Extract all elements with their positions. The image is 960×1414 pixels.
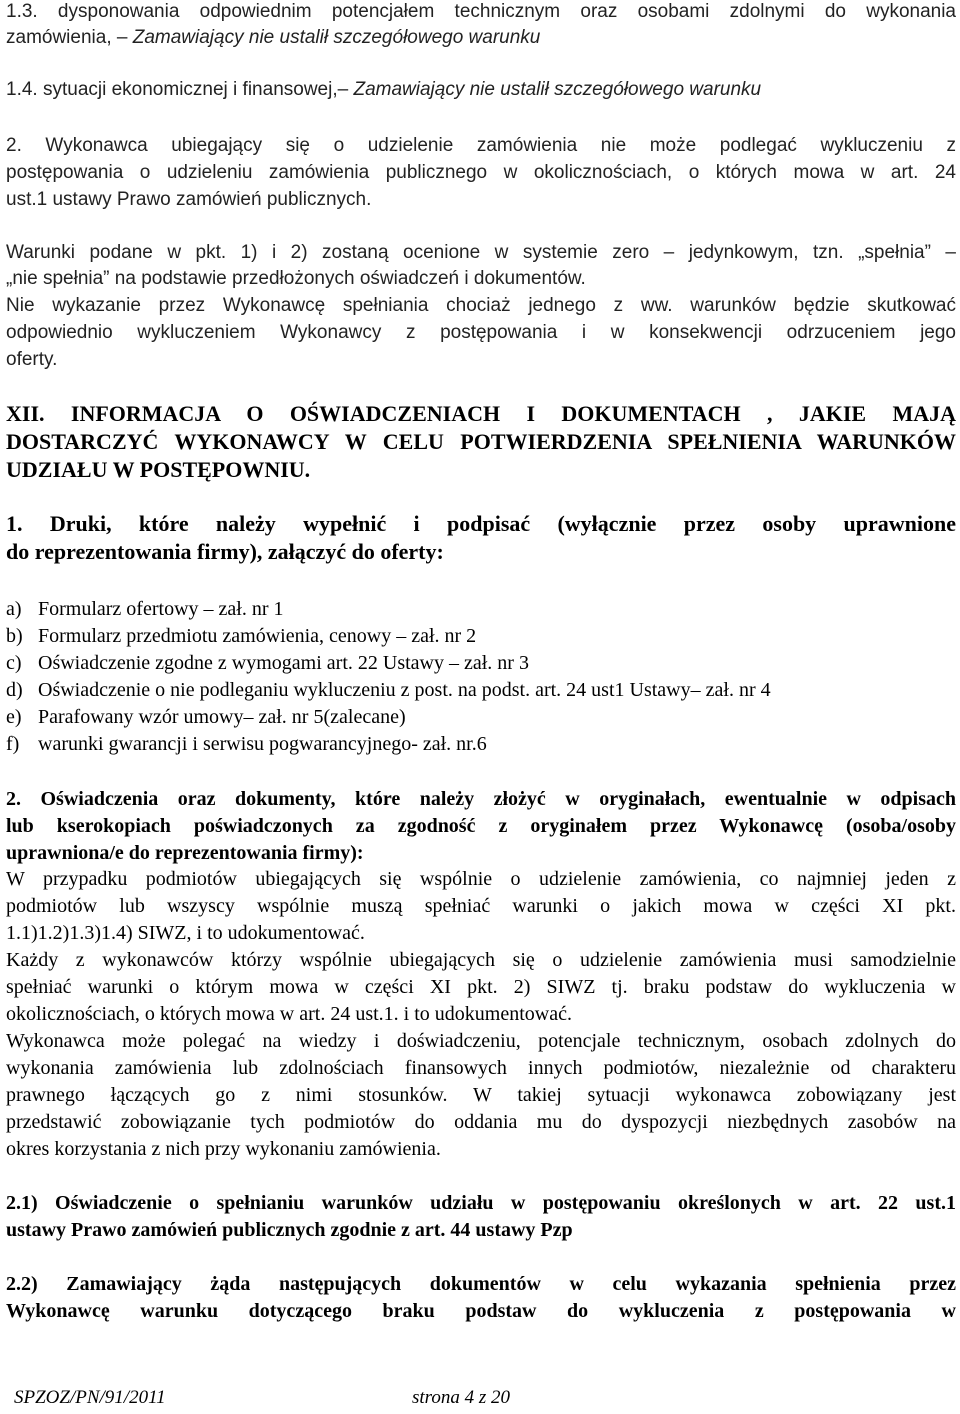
warunki-line1: Warunki podane w pkt. 1) i 2) zostaną ocenione w systemie zero – jedynkowym, tzn. „spełnia” –	[6, 242, 956, 263]
point-1-4-text: 1.4. sytuacji ekonomicznej i finansowej,–	[6, 79, 354, 100]
list-marker: b)	[6, 625, 23, 647]
point-2-2-line1: 2.2) Zamawiający żąda następujących dokumentów w celu wykazania spełnienia przez	[6, 1273, 956, 1295]
oswiadczenia-heading-line2: lub kserokopiach poświadczonych za zgodność z oryginałem przez Wykonawcę (osoba/osoby	[6, 815, 956, 837]
druki-list-item	[6, 623, 476, 649]
point-1-3-italic-note: Zamawiający nie ustalił szczegółowego warunku	[132, 27, 541, 48]
list-marker: d)	[6, 679, 23, 701]
list-marker: a)	[6, 598, 22, 620]
section-xii-heading-line1: XII. INFORMACJA O OŚWIADCZENIACH I DOKUMENTACH , JAKIE MAJĄ	[6, 401, 956, 426]
point-2-line1: 2. Wykonawca ubiegający się o udzielenie zamówienia nie może podlegać wykluczeniu z	[6, 135, 956, 156]
oswiadczenia-body-line: okolicznościach, o których mowa w art. 24 ust.1. i to udokumentować.	[6, 1003, 572, 1025]
list-marker: e)	[6, 706, 22, 728]
oswiadczenia-body-line: spełniać warunki o którym mowa w części XI pkt. 2) SIWZ tj. braku podstaw do wykluczenia w	[6, 976, 956, 998]
point-1-4-italic-note: Zamawiający nie ustalił szczegółowego warunku	[353, 79, 762, 100]
warunki-line4: odpowiednio wykluczeniem Wykonawcy z postępowania i w konsekwencji odrzuceniem jego	[6, 322, 956, 343]
point-1-3-text: zamówienia, –	[6, 27, 133, 48]
footer-reference: SPZOZ/PN/91/2011	[14, 1387, 166, 1408]
warunki-line5: oferty.	[6, 349, 58, 370]
oswiadczenia-body-line: Każdy z wykonawców którzy wspólnie ubiegających się o udzielenie zamówienia musi samodzielnie	[6, 949, 956, 971]
point-2-2-line2: Wykonawcę warunku dotyczącego braku podstaw do wykluczenia z postępowania w	[6, 1300, 956, 1322]
druki-list-item	[6, 650, 529, 676]
list-item-text: Formularz ofertowy – zał. nr 1	[38, 598, 284, 620]
oswiadczenia-heading-line3: uprawniona/e do reprezentowania firmy):	[6, 842, 364, 864]
druki-list-item	[6, 596, 283, 622]
oswiadczenia-body-line: Wykonawca może polegać na wiedzy i doświadczeniu, potencjale technicznym, osobach zdolnych do	[6, 1030, 956, 1052]
point-1-4	[6, 77, 956, 103]
warunki-line2: „nie spełnia” na podstawie przedłożonych oświadczeń i dokumentów.	[6, 268, 586, 289]
list-item-text: Formularz przedmiotu zamówienia, cenowy – zał. nr 2	[38, 625, 477, 647]
oswiadczenia-body-line: okres korzystania z nich przy wykonaniu zamówienia.	[6, 1138, 441, 1160]
point-1-3-line2	[6, 25, 956, 51]
list-item-text: Oświadczenie o nie podleganiu wykluczeniu z post. na podst. art. 24 ust1 Ustawy– zał. nr 4	[38, 679, 771, 701]
section-xii-heading-line2: DOSTARCZYĆ WYKONAWCY W CELU POTWIERDZENIA SPEŁNIENIA WARUNKÓW	[6, 429, 956, 454]
list-item-text: Oświadczenie zgodne z wymogami art. 22 Ustawy – zał. nr 3	[38, 652, 529, 674]
point-2-1-line2: ustawy Prawo zamówień publicznych zgodnie z art. 44 ustawy Pzp	[6, 1219, 573, 1241]
point-2-1-line1: 2.1) Oświadczenie o spełnianiu warunków udziału w postępowaniu określonych w art. 22 ust.1	[6, 1192, 956, 1214]
druki-list-item	[6, 731, 487, 757]
oswiadczenia-body-line: przedstawić zobowiązanie tych podmiotów do oddania mu do dyspozycji niezbędnych zasobów na	[6, 1111, 956, 1133]
footer-page-number: strona 4 z 20	[412, 1387, 511, 1408]
point-1-3-line1: 1.3. dysponowania odpowiednim potencjałem technicznym oraz osobami zdolnymi do wykonania	[6, 1, 956, 22]
list-item-text: warunki gwarancji i serwisu pogwarancyjnego- zał. nr.6	[38, 733, 487, 755]
warunki-line3: Nie wykazanie przez Wykonawcę spełniania chociaż jednego z ww. warunków będzie skutkować	[6, 295, 956, 316]
oswiadczenia-body-line: prawnego łączących go z nimi stosunków. W takiej sytuacji wykonawca zobowiązany jest	[6, 1084, 956, 1106]
list-item-text: Parafowany wzór umowy– zał. nr 5(zalecane)	[38, 706, 406, 728]
oswiadczenia-heading-line1: 2. Oświadczenia oraz dokumenty, które należy złożyć w oryginałach, ewentualnie w odpisach	[6, 788, 956, 810]
point-2-line3: ust.1 ustawy Prawo zamówień publicznych.	[6, 189, 372, 210]
oswiadczenia-body-line: wykonania zamówienia lub zdolnościach finansowych innych podmiotów, niezależnie od charakteru	[6, 1057, 956, 1079]
oswiadczenia-body-line: podmiotów lub wszyscy wspólnie muszą spełniać warunki o jakich mowa w części XI pkt.	[6, 895, 956, 917]
list-marker: f)	[6, 733, 20, 755]
druki-heading-line2: do reprezentowania firmy), załączyć do oferty:	[6, 539, 444, 564]
druki-list-item	[6, 677, 771, 703]
oswiadczenia-body-line: 1.1)1.2)1.3)1.4) SIWZ, i to udokumentować.	[6, 922, 365, 944]
section-xii-heading-line3: UDZIAŁU W POSTĘPOWNIU.	[6, 457, 311, 482]
druki-list-item	[6, 704, 406, 730]
oswiadczenia-body-line: W przypadku podmiotów ubiegających się wspólnie o udzielenie zamówienia, co najmniej jeden z	[6, 868, 956, 890]
point-2-line2: postępowania o udzieleniu zamówienia publicznego w okolicznościach, o których mowa w art. 24	[6, 162, 956, 183]
druki-heading-line1: 1. Druki, które należy wypełnić i podpisać (wyłącznie przez osoby uprawnione	[6, 511, 956, 536]
list-marker: c)	[6, 652, 22, 674]
